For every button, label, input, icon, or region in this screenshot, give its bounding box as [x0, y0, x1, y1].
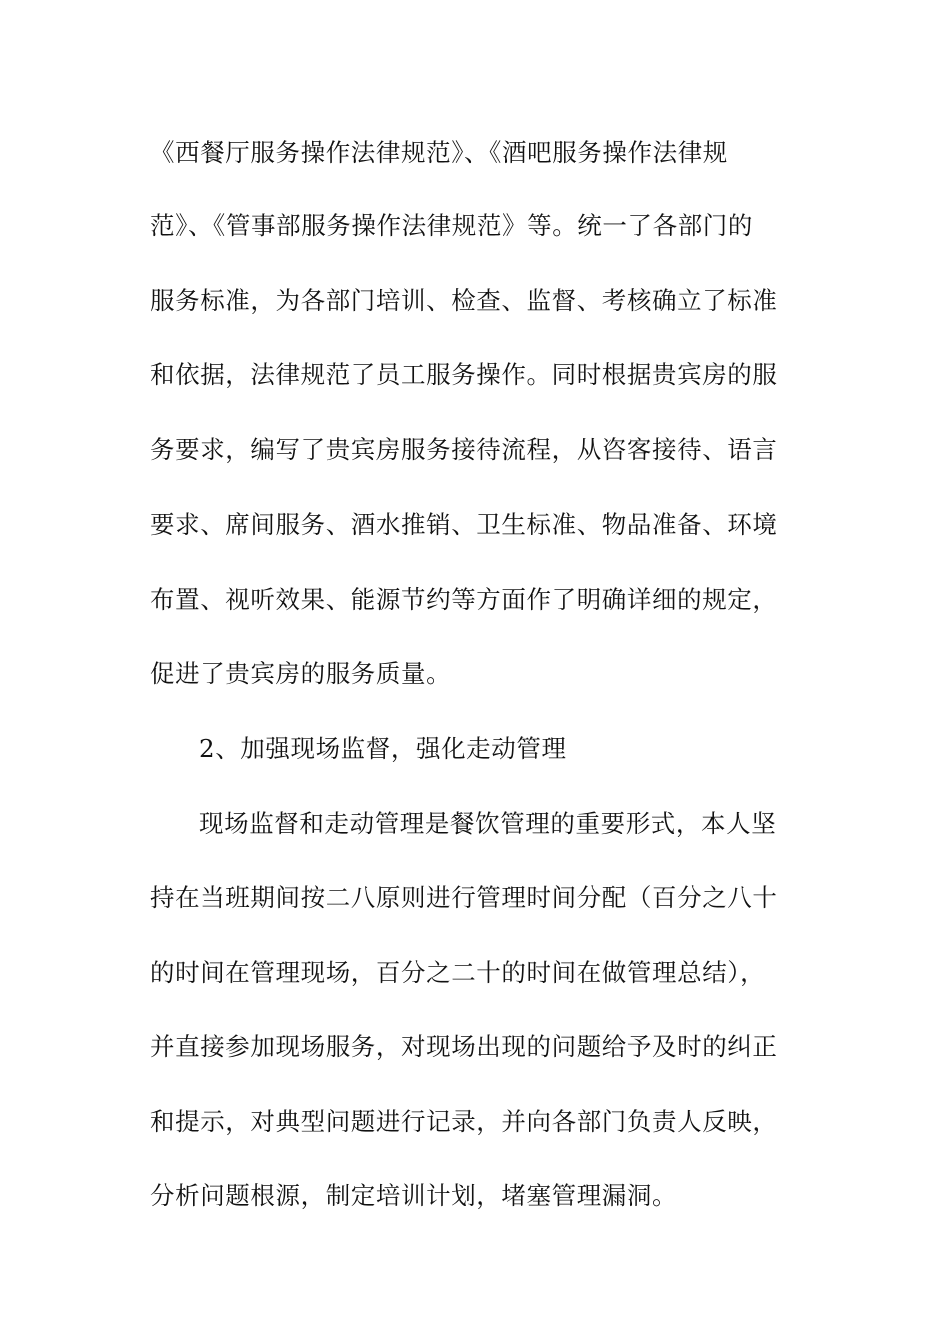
text-line: 的时间在管理现场，百分之二十的时间在做管理总结）， [150, 958, 766, 987]
text-line: 现场监督和走动管理是餐饮管理的重要形式，本人坚 [199, 809, 777, 838]
text-line: 布置、视听效果、能源节约等方面作了明确详细的规定， [150, 585, 778, 614]
text-line: 和提示，对典型问题进行记录，并向各部门负责人反映， [150, 1107, 778, 1136]
text-line: 范》、《管事部服务操作法律规范》等。统一了各部门的 [150, 211, 753, 240]
text-line: 分析问题根源，制定培训计划，堵塞管理漏洞。 [150, 1181, 678, 1210]
text-line: 务要求，编写了贵宾房服务接待流程，从咨客接待、语言 [150, 435, 778, 464]
text-line: 服务标准，为各部门培训、检查、监督、考核确立了标准 [150, 286, 778, 315]
text-line: 《西餐厅服务操作法律规范》、《酒吧服务操作法律规 [150, 138, 728, 167]
text-line: 促进了贵宾房的服务质量。 [150, 659, 452, 688]
text-line: 和依据，法律规范了员工服务操作。同时根据贵宾房的服 [150, 360, 778, 389]
text-line: 要求、席间服务、酒水推销、卫生标准、物品准备、环境 [150, 510, 778, 539]
text-line: 并直接参加现场服务，对现场出现的问题给予及时的纠正 [150, 1032, 778, 1061]
text-line: 持在当班期间按二八原则进行管理时间分配（百分之八十 [150, 883, 778, 912]
section-heading: 2、加强现场监督，强化走动管理 [199, 734, 567, 763]
